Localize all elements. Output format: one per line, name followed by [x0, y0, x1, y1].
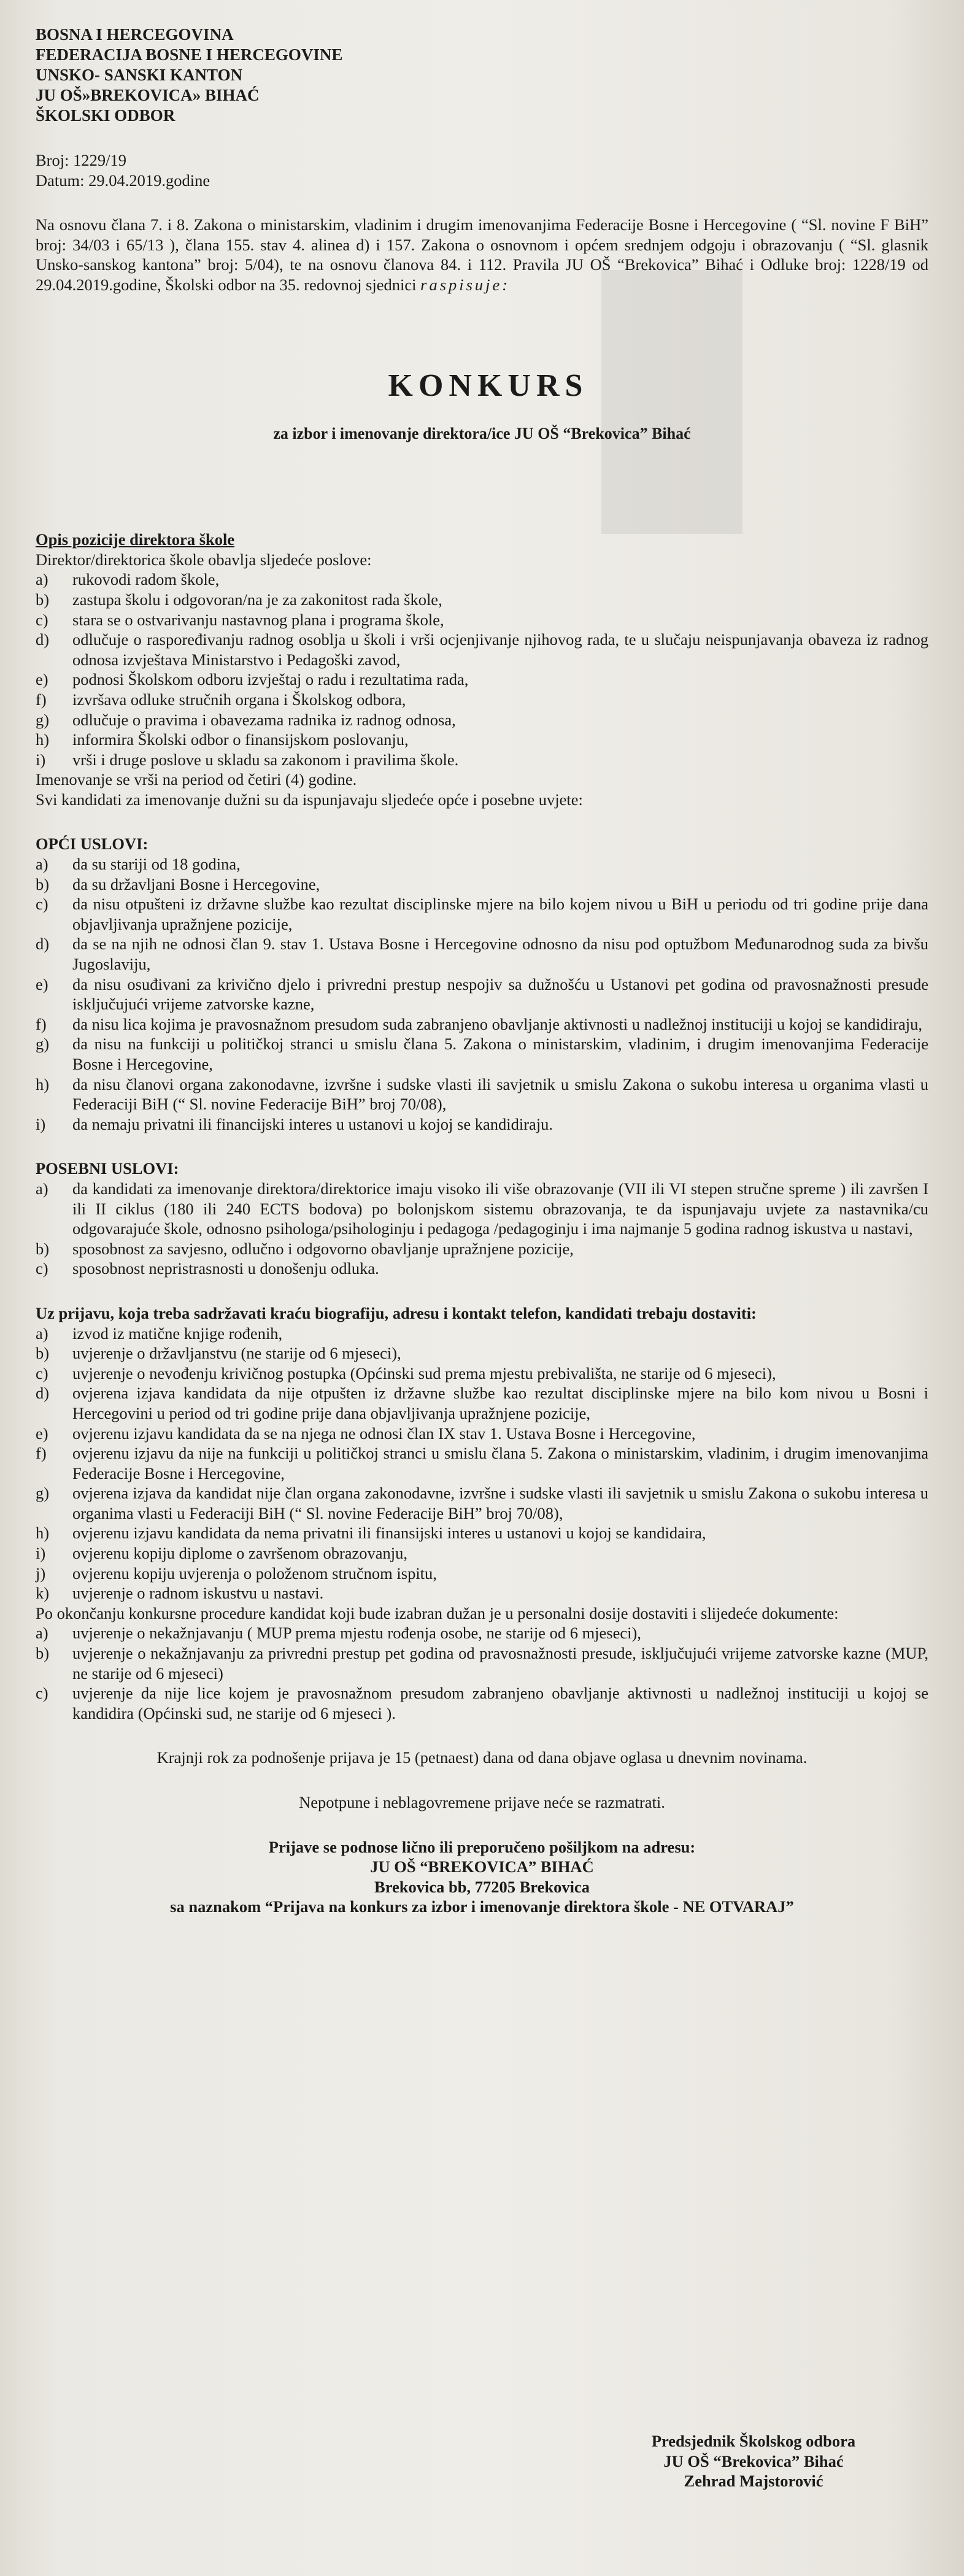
- list-item-marker: c): [36, 895, 48, 914]
- list-item-text: ovjerena izjava da kandidat nije član organa zakonodavne, izvršne i sudske vlasti ili savjetnik u smislu Zakona o sukobu interesa u organima vlasti u Federaciji BiH (“ Sl. novine Federacije BiH” broj 70/08),: [72, 1484, 928, 1522]
- list-item-text: rukovodi radom škole,: [72, 570, 220, 589]
- address-intro: Prijave se podnose lično ili preporučeno pošiljkom na adresu:: [268, 1837, 696, 1856]
- list-item-text: da su stariji od 18 godina,: [72, 855, 241, 874]
- special-conditions-list: [36, 1179, 928, 1279]
- list-item-marker: c): [36, 610, 48, 629]
- section-heading-prijava: Uz prijavu, koja treba sadržavati kraću biografiju, adresu i kontakt telefon, kandidati trebaju dostaviti:: [36, 1303, 757, 1322]
- document-date: Datum: 29.04.2019.godine: [36, 171, 210, 190]
- special-condition-item: [36, 1239, 928, 1259]
- list-item-text: vrši i druge poslove u skladu sa zakonom i pravilima škole.: [72, 750, 459, 769]
- address-street: Brekovica bb, 77205 Brekovica: [374, 1877, 590, 1896]
- list-item-text: ovjerenu izjavu kandidata da se na njega ne odnosi član IX stav 1. Ustava Bosne i Hercegovine,: [72, 1424, 696, 1443]
- general-condition-item: [36, 934, 928, 974]
- list-item-marker: b): [36, 590, 50, 609]
- required-document-item: [36, 1363, 928, 1384]
- list-item-marker: i): [36, 750, 46, 769]
- list-item-text: da kandidati za imenovanje direktora/direktorice imaju visoko ili više obrazovanje (VII ili VI stepen stručne spreme ) ili završen I ili II ciklus (180 ili 240 ECTS bodova) po bolonjskom sistemu obrazovanja, te da ispunjavaju uvjete za nastavnika/cu odgovarajuće škole, odnosno psihologa/psihologinju i pedagoga /pedagoginju i ima najmanje 5 godina radnog iskustva u nastavi,: [72, 1179, 928, 1238]
- list-item-text: odlučuje o pravima i obavezama radnika iz radnog odnosa,: [72, 710, 456, 729]
- required-document-item: [36, 1424, 928, 1444]
- list-item-marker: h): [36, 730, 50, 749]
- general-condition-item: [36, 1074, 928, 1114]
- list-item-text: da nisu članovi organa zakonodavne, izvršne i sudske vlasti ili savjetnik u smislu Zakona o sukobu interesa u organima vlasti u Federaciji BiH (“ Sl. novine Federacije BiH” broj 70/08),: [72, 1074, 928, 1114]
- incomplete-applications-text: Nepotpune i neblagovremene prijave neće se razmatrati.: [299, 1793, 665, 1811]
- konkurs-notice: [36, 25, 928, 2553]
- list-item-marker: j): [36, 1564, 46, 1583]
- header-line: JU OŠ»BREKOVICA» BIHAĆ: [36, 86, 260, 104]
- list-item-text: ovjerenu izjavu da nije na funkciji u političkoj stranci u smislu člana 5. Zakona o ministarskim, vladinim, i drugim imenovanjima Federacije Bosne i Hercegovine,: [72, 1444, 928, 1483]
- deadline-text: Krajnji rok za podnošenje prijava je 15 (petnaest) dana od dana objave oglasa u dnevnim novinama.: [156, 1748, 808, 1767]
- duties-list: [36, 569, 928, 769]
- list-item-marker: a): [36, 570, 48, 589]
- mandate-period: Imenovanje se vrši na period od četiri (4) godine.: [36, 770, 357, 789]
- required-document-item: [36, 1564, 928, 1584]
- signature-block: [609, 2431, 898, 2491]
- list-item-marker: g): [36, 1484, 50, 1503]
- additional-documents-list: [36, 1623, 928, 1723]
- list-item-text: uvjerenje o državljanstvu (ne starije od 6 mjeseci),: [72, 1344, 401, 1363]
- list-item-marker: a): [36, 1324, 48, 1343]
- additional-document-item: [36, 1623, 928, 1643]
- list-item-marker: d): [36, 630, 50, 649]
- legal-basis-paragraph: [36, 215, 928, 295]
- list-item-marker: g): [36, 1035, 50, 1054]
- institution-header: [36, 25, 928, 126]
- general-condition-item: [36, 974, 928, 1014]
- list-item-text: da nisu otpušteni iz državne službe kao rezultat disciplinske mjere na bilo kojem nivou u BiH u periodu od tri godine prije dana objavljivanja upražnjene pozicije,: [72, 895, 928, 933]
- list-item-marker: a): [36, 855, 48, 874]
- list-item-text: uvjerenje o radnom iskustvu u nastavi.: [72, 1584, 324, 1603]
- raspisuje-text: raspisuje:: [420, 275, 511, 294]
- list-item-text: da nisu na funkciji u političkoj stranci u smislu člana 5. Zakona o ministarskim, vladinim, i drugim imenovanjima Federacije Bosne i Hercegovine,: [72, 1035, 928, 1073]
- header-line: UNSKO- SANSKI KANTON: [36, 66, 243, 84]
- list-item-text: odlučuje o raspoređivanju radnog osoblja u školi i vrši ocjenjivanje njihovog rada, te u slučaju neispunjavanja obaveza iz radnog odnosa izvještava Ministarstvo i Pedagoški zavod,: [72, 630, 928, 669]
- duty-item: [36, 630, 928, 669]
- required-documents-list: [36, 1324, 928, 1603]
- signature-name: Zehrad Majstorović: [684, 2472, 823, 2491]
- required-document-item: [36, 1443, 928, 1483]
- notice-subtitle: za izbor i imenovanje direktora/ice JU OŠ “Brekovica” Bihać: [273, 424, 691, 442]
- section-heading-posebni: POSEBNI USLOVI:: [36, 1159, 179, 1178]
- notice-title: KONKURS: [388, 368, 588, 403]
- list-item-text: uvjerenje da nije lice kojem je pravosnažnom presudom zabranjeno obavljanje aktivnosti u nadležnoj instituciji u kojoj se kandidira (Općinski sud, ne starije od 6 mjeseci ).: [72, 1684, 928, 1722]
- list-item-text: uvjerenje o nekažnjavanju ( MUP prema mjestu rođenja osobe, ne starije od 6 mjeseci),: [72, 1624, 641, 1643]
- list-item-marker: f): [36, 1444, 47, 1463]
- general-condition-item: [36, 854, 928, 874]
- duty-item: [36, 669, 928, 690]
- duty-item: [36, 610, 928, 630]
- required-document-item: [36, 1324, 928, 1344]
- duty-item: [36, 690, 928, 710]
- list-item-text: izvršava odluke stručnih organa i Školskog odbora,: [72, 690, 406, 709]
- duty-item: [36, 750, 928, 770]
- list-item-text: stara se o ostvarivanju nastavnog plana i programa škole,: [72, 610, 444, 629]
- list-item-text: uvjerenje o nekažnjavanju za privredni prestup pet godina od pravosnažnosti presude, isključujući vrijeme zatvorske kazne (MUP, ne starije od 6 mjeseci): [72, 1644, 928, 1683]
- list-item-text: da se na njih ne odnosi član 9. stav 1. Ustava Bosne i Hercegovine odnosno da nisu pod optužbom Međunarodnog suda za bivšu Jugoslaviju,: [72, 935, 928, 974]
- reference-number: Broj: 1229/19: [36, 151, 126, 169]
- special-condition-item: [36, 1179, 928, 1239]
- header-line: ŠKOLSKI ODBOR: [36, 106, 175, 125]
- list-item-text: da nemaju privatni ili financijski interes u ustanovi u kojoj se kandidiraju.: [72, 1114, 553, 1133]
- additional-document-item: [36, 1643, 928, 1683]
- general-condition-item: [36, 894, 928, 934]
- list-item-marker: f): [36, 1014, 47, 1033]
- list-item-marker: e): [36, 974, 48, 993]
- list-item-marker: b): [36, 1239, 50, 1258]
- list-item-text: da nisu lica kojima je pravosnažnom presudom suda zabranjeno obavljanje aktivnosti u nadležnoj instituciji u kojoj se kandidiraju,: [72, 1014, 923, 1033]
- list-item-marker: i): [36, 1544, 46, 1563]
- general-conditions-list: [36, 854, 928, 1134]
- opis-lead: Direktor/direktorica škole obavlja sljedeće poslove:: [36, 550, 372, 569]
- list-item-marker: c): [36, 1259, 48, 1278]
- duty-item: [36, 590, 928, 610]
- list-item-text: ovjerenu kopiju diplome o završenom obrazovanju,: [72, 1544, 408, 1563]
- list-item-text: ovjerenu izjavu kandidata da nema privatni ili finansijski interes u ustanovi u kojoj se kandidaira,: [72, 1524, 706, 1543]
- envelope-note: sa naznakom “Prijava na konkurs za izbor i imenovanje direktora škole - NE OTVARAJ”: [170, 1897, 794, 1916]
- list-item-text: ovjerena izjava kandidata da nije otpušten iz državne službe kao rezultat disciplinske mjere na bilo kom nivou u Bosni i Hercegovini u period od tri godine prije dana objavljivanja upražnjene pozicije,: [72, 1384, 928, 1422]
- list-item-text: sposobnost nepristrasnosti u donošenju odluka.: [72, 1259, 379, 1278]
- list-item-marker: h): [36, 1074, 50, 1093]
- list-item-marker: d): [36, 935, 50, 954]
- list-item-marker: a): [36, 1179, 48, 1198]
- required-document-item: [36, 1523, 928, 1543]
- general-condition-item: [36, 1034, 928, 1074]
- section-heading-opis: Opis pozicije direktora škole: [36, 530, 235, 549]
- list-item-marker: f): [36, 690, 47, 709]
- general-condition-item: [36, 1114, 928, 1135]
- duty-item: [36, 710, 928, 730]
- general-condition-item: [36, 1014, 928, 1035]
- required-document-item: [36, 1343, 928, 1363]
- list-item-text: podnosi Školskom odboru izvještaj o radu i rezultatima rada,: [72, 670, 469, 689]
- list-item-marker: c): [36, 1363, 48, 1382]
- okoncanje-lead: Po okončanju konkursne procedure kandidat koji bude izabran dužan je u personalni dosije dostaviti i slijedeće dokumente:: [36, 1603, 839, 1622]
- list-item-text: sposobnost za savjesno, odlučno i odgovorno obavljanje upražnjene pozicije,: [72, 1239, 574, 1258]
- required-document-item: [36, 1543, 928, 1564]
- list-item-marker: b): [36, 1644, 50, 1663]
- duty-item: [36, 569, 928, 590]
- general-condition-item: [36, 874, 928, 895]
- list-item-marker: e): [36, 1424, 48, 1443]
- list-item-marker: i): [36, 1114, 46, 1133]
- required-document-item: [36, 1383, 928, 1423]
- list-item-text: da nisu osuđivani za krivično djelo i privredni prestup nespojiv sa dužnošću u Ustanovi pet godina od pravosnažnosti presude isključujući vrijeme zatvorske kazne,: [72, 974, 928, 1014]
- signature-institution: JU OŠ “Brekovica” Bihać: [663, 2451, 844, 2470]
- list-item-marker: d): [36, 1384, 50, 1403]
- address-school: JU OŠ “BREKOVICA” BIHAĆ: [370, 1857, 594, 1876]
- list-item-text: zastupa školu i odgovoran/na je za zakonitost rada škole,: [72, 590, 442, 609]
- special-condition-item: [36, 1259, 928, 1279]
- conditions-intro: Svi kandidati za imenovanje dužni su da ispunjavaju sljedeće opće i posebne uvjete:: [36, 790, 583, 809]
- list-item-marker: b): [36, 1344, 50, 1363]
- list-item-marker: a): [36, 1624, 48, 1643]
- additional-document-item: [36, 1683, 928, 1723]
- list-item-text: da su državljani Bosne i Hercegovine,: [72, 874, 320, 893]
- list-item-marker: e): [36, 670, 48, 689]
- required-document-item: [36, 1483, 928, 1523]
- signature-title: Predsjednik Školskog odbora: [651, 2432, 856, 2450]
- list-item-text: informira Školski odbor o finansijskom poslovanju,: [72, 730, 409, 749]
- list-item-text: izvod iz matične knjige rođenih,: [72, 1324, 283, 1343]
- list-item-marker: b): [36, 874, 50, 893]
- list-item-text: ovjerenu kopiju uvjerenja o položenom stručnom ispitu,: [72, 1564, 437, 1583]
- section-heading-opci: OPĆI USLOVI:: [36, 835, 148, 854]
- list-item-marker: c): [36, 1684, 48, 1703]
- list-item-marker: g): [36, 710, 50, 729]
- required-document-item: [36, 1583, 928, 1603]
- header-line: FEDERACIJA BOSNE I HERCEGOVINE: [36, 45, 343, 64]
- legal-basis-text: Na osnovu člana 7. i 8. Zakona o ministarskim, vladinim i drugim imenovanjima Federacije Bosne i Hercegovine ( “Sl. novine F BiH” broj: 34/03 i 65/13 ), člana 155. stav 4. alinea d) i 157. Zakona o osnovnom i općem srednjem odgoju i obrazovanju ( “Sl. glasnik Unsko-sanskog kantona” broj: 5/04), te na osnovu članova 84. i 112. Pravila JU OŠ “Brekovica” Bihać i Odluke broj: 1228/19 od 29.04.2019.godine, Školski odbor na 35. redovnoj sjednici: [36, 215, 928, 294]
- list-item-marker: h): [36, 1524, 50, 1543]
- list-item-marker: k): [36, 1584, 50, 1603]
- duty-item: [36, 730, 928, 750]
- list-item-text: uvjerenje o nevođenju krivičnog postupka (Općinski sud prema mjestu prebivališta, ne starije od 6 mjeseci),: [72, 1363, 776, 1382]
- header-line: BOSNA I HERCEGOVINA: [36, 25, 234, 44]
